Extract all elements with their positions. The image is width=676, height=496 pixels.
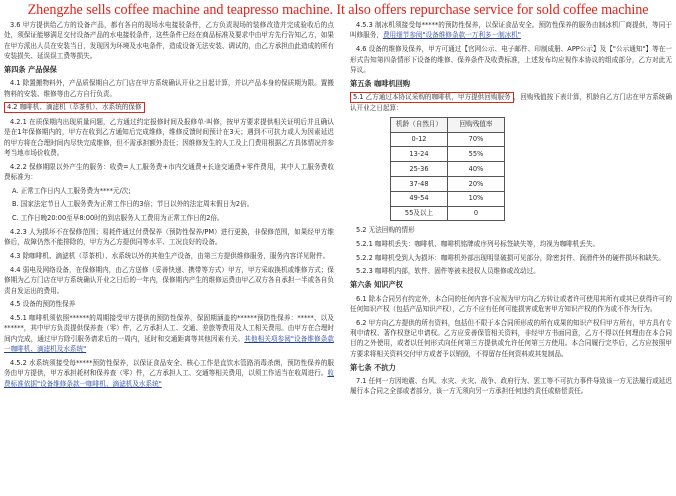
table-cell: 25-36 [391,162,448,177]
table-header-row [391,117,505,132]
buyback-rate-table [390,117,505,222]
clause-5-2: 5.2 无法回购的情形 [356,226,415,235]
banner-title: Zhengzhe sells coffee machine and teapresso machine. It also offers repurchase service for sold coffee machine [27,2,649,18]
clause-4-4: 4.4 弱电及网络设备，在保修期内，由乙方送修（妥善快递、携带等方式）甲方，甲方采取换机或维修方式；保修期为乙方门店在甲方系统确认开业之日后的一年内，保修期内产生的维修运费由甲乙双方各自承担一半或各自负责自发运出的费用。 [4,265,334,295]
clause-4-5-1 [4,313,334,355]
table-cell: 0-12 [391,132,448,147]
table-row [391,191,505,206]
section-6-heading: 第六条 知识产权 [350,280,403,290]
clause-4-5-2-text: 4.5.2 水系统须接受每*****预防性保养，以保证食品安全、核心工作是直饮水管路消毒杀菌，预防性保养的服务由甲方提供，甲方承担耗材和保养查（零）件，乙方承担人工、交通等相关费用，以须工作适当在收周进行。 [4,358,334,378]
clause-4-6: 4.6 设备的维修及保养，甲方可通过【官网公示、电子邮件、印制成册、APP公示】及【"公示通知"】等在一形式告知第四条情形下设备的维修、保养条件及收费标准，上述发布均应视作本协议的组成部分，乙方对此无异议。 [350,45,672,74]
clause-3-6: 3.6 甲方提供给乙方的设备产品，都有各自的现场水电接驳条件，乙方负责现场的装修改造并完成验收后的点处，须保证能够满足交付设备产品的水电接驳条件，这些条件已经在商品标准及要求中由甲方先行告知乙方，如果在甲方派出人员在安装当日，发现因为环境及水电条件，造成设备无法安装、调试的，由乙方承担由此造成的所有安装损失、延误误工费等损失。 [4,21,334,61]
clause-4-5-3 [350,20,672,41]
clause-7-1: 7.1 任何一方因地震、台风、水灾、火灾、战争、政府行为、罢工等不可抗力事件导致该一方无法履行或延迟履行本合同之全部或者部分，该一方无须向另一方承担任何违约责任或赔偿责任。 [350,376,672,396]
clause-5-1-rest: ，回购残值按下表计算，机龄自乙方门店在甲方系统确认开业之日起算： [350,93,672,113]
clause-4-5-3-reference: 费用细节参阅"设备维修条款一万利多一制冰机" [382,31,521,40]
clause-5-2-2: 5.2.2 咖啡机受到人为损坏：咖啡机外部出现明显破损可见部分，除密封件、润滑件外的硬件损坏和缺失。 [356,253,665,262]
clause-4-1: 4.1 除置搬物料外，产品质保期自乙方门店在甲方系统确认开业之日起计算，并以产品本身的保质期为限。置搬物料的安装、维修等由乙方自行负责。 [4,79,334,98]
right-column [350,20,672,400]
section-5-heading: 第五条 咖啡机回购 [350,78,411,88]
table-cell: 40% [448,162,505,177]
clause-5-1-highlight: 5.1 乙方通过本协议采购的咖啡机，甲方提供回购服务 [350,92,514,103]
table-cell: 0 [448,206,505,221]
clause-5-2-3: 5.2.3 咖啡机内部，软件、固件等被未授权人员维修或改动过。 [356,267,540,276]
clause-4-5: 4.5 设备的预防性保养 [10,300,76,309]
table-header-age: 机龄（自然月） [391,117,448,132]
table-cell: 70% [448,132,505,147]
table-row [391,206,505,221]
clause-5-1 [350,92,672,113]
table-cell: 10% [448,191,505,206]
clause-4-5-2 [4,358,334,389]
table-row [391,132,505,147]
clause-4-3: 4.3 除咖啡机、滴滤机（萃茶机）、水系统以外的其他生产设备，由第三方提供维修服务，服务内容详见附件。 [10,251,330,260]
table-cell: 49-54 [391,191,448,206]
table-row [391,147,505,162]
clause-4-5-1-reference: 其他相关项参阅"设备维修条款一咖啡机、滴滤机及水系统" [4,334,334,354]
clause-4-2-2-b: B. 国家法定节日人工服务费为正常工作日的3倍；节日以外的法定周末假日为2倍。 [12,200,254,209]
clause-4-2-2-c: C. 工作日晚20:00至早8:00时的到店服务人工费用为正常工作日的2倍。 [12,214,224,223]
table-cell: 13-24 [391,147,448,162]
section-4-heading: 第四条 产品保保 [4,64,57,74]
section-7-heading: 第七条 不抗力 [350,362,396,372]
clause-4-5-2-reference: 收费标准依据"设备维修条款一咖啡机、滴滤机及水系统" [4,369,334,388]
table-cell: 37-48 [391,176,448,191]
table-cell: 55及以上 [391,206,448,221]
clause-4-2-1: 4.2.1 在质保期内出现质量问题，乙方通过约定报修时间及报修单·叫修，按甲方要求提供相关证明后并且确认是在1年保修期内的，甲方在收到乙方通知后完成维修，维修反馈时间预计在3天；遇到不可抗力或人为因素延迟的甲方将在合理时间内尽快完成维修，但不需承担额外责任；因维修发生的人工及上门费用根据乙方具体情况并参考当地市场价收费。 [4,117,334,157]
clause-4-2-3: 4.2.3 人为损坏不在保修范围；易耗件通过付费保养（预防性保养/PM）进行更换，非保修范围，如果经甲方维修后，故障仍然不能排除的，甲方为乙方提供同等水平、工况良好的设备。 [4,227,334,247]
left-column [4,20,334,392]
clause-6-1: 6.1 除本合同另有约定外，本合同的任何内容不应视为甲方向乙方转让或者许可使用其所有或其已获得许可的任何知识产权（包括产品知识产权），乙方不应有任何可能损害或危害甲方知识产权的作为或不作为行为。 [350,294,672,313]
clause-5-2-1: 5.2.1 咖啡机丢失：咖啡机、咖啡机铭牌或序列号标签缺失等，均视为咖啡机丢失。 [356,240,600,249]
table-row [391,176,505,191]
table-header-rate: 回购残值率 [448,117,505,132]
clause-6-2: 6.2 甲方向乙方提供的所有资料，包括但不限于本合同所形成的所有成果的知识产权归甲方所有，甲方具有专利申请权、著作权登记申请权。乙方应妥善保管相关资料，非经甲方书面同意，乙方不得以任何理由在本合同目的之外使用，或者以任何形式向任何第三方提供或允许任何第三方使用。本合同履行完毕后，乙方应按照甲方要求将相关资料交付甲方或者予以销毁，不得留存任何资料或其复制品。 [350,318,672,358]
clause-4-2-highlight: 4.2 咖啡机、滴滤机（萃茶机）、水系统的保修 [4,102,145,113]
clause-4-5-3-text: 4.5.3 制冰机须接受每*****的预防性保养，以保证食品安全。预防性保养的服务由制冰机厂商提供，等同于叫修服务， [350,21,672,40]
table-cell: 55% [448,147,505,162]
clause-4-5-1-text: 4.5.1 咖啡机须依照******的周期接受甲方提供的预防性保养，保固期涵盖的******预防性保养：*****、以及******，其中甲方负责提供保养查（零）件，乙方承担人工、交通、差旅等费用及人工相关费用。由甲方在合理时间内完成，通过甲方除引服务请求后的一周内，延时和交通距离等其他因素有关。 [4,313,334,343]
clause-4-2-2-a: A. 正常工作日内人工服务费为****元/次; [12,186,131,195]
clause-4-2-2: 4.2.2 保修期限以外产生的服务：收费=人工服务费+市内交通费+长途交通费+零件费用，其中人工服务费收费标准为： [4,162,334,182]
table-cell: 20% [448,176,505,191]
table-row [391,162,505,177]
